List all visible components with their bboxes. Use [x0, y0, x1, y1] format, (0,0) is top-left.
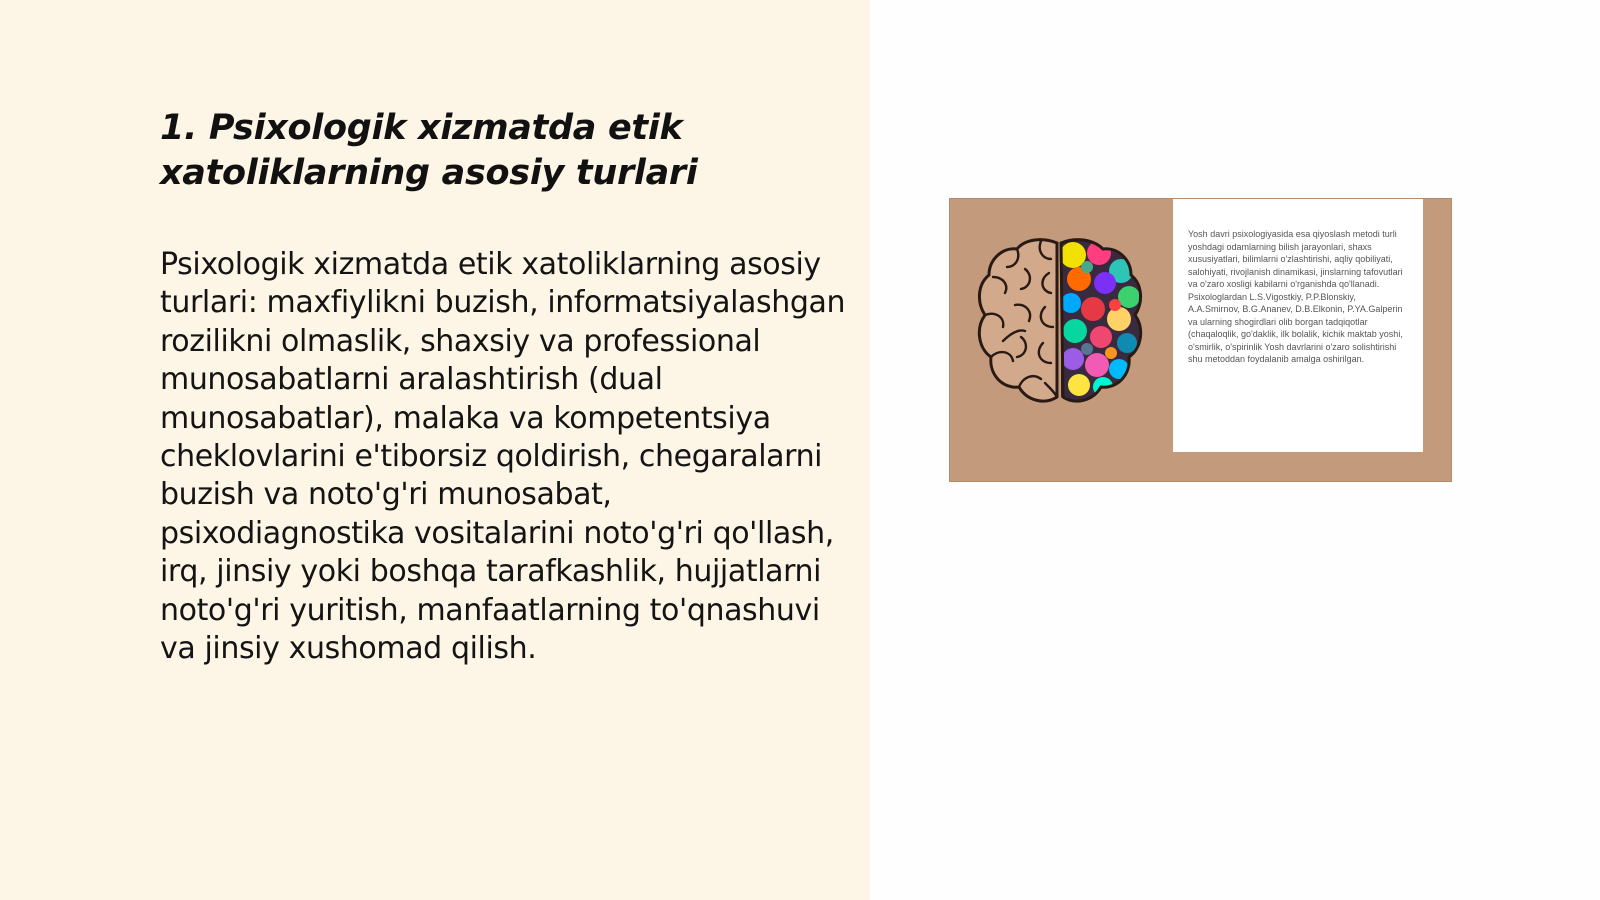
- figure-card-text: Yosh davri psixologiyasida esa qiyoslash metodi turli yoshdagi odamlarning bilish jarayonlari, shaxs xususiyatlari, bilimlarni o'zlashtirishi, aqliy qobiliyati, salohiyati, rivojlanish dinamikasi, jinslarning tafovutlari va o'zaro xosligi kabilarni o'rganishda qo'llanadi. Psixologlardan L.S.Vigostkiy, P.P.Blonskiy, A.A.Smirnov, B.G.Ananev, D.B.Elkonin, P.YA.Galperin va ularning shogirdlari olib borgan tadqiqotlar (chaqaloqlik, go'daklik, ilk bolalik, kichik maktab yoshi, o'smirlik, o'spirinlik Yosh davrlarini o'zaro solishtirishi shu metoddan foydalanib amalga oshirilgan.: [1188, 229, 1403, 364]
- slide-title: 1. Psixologik xizmatda etik xatoliklarning asosiy turlari: [160, 108, 698, 193]
- brain-illustration-image: [950, 199, 1451, 481]
- slide-body-text: Psixologik xizmatda etik xatoliklarning asosiy turlari: maxfiylikni buzish, informatsiyalashgan rozilikni olmaslik, shaxsiy va professional munosabatlarni aralashtirish (dual munosabatlar), malaka va kompetentsiya cheklovlarini e'tiborsiz qoldirish, chegaralarni buzish va noto'g'ri munosabat, psixodiagnostika vositalarini noto'g'ri qo'llash, irq, jinsiy yoki boshqa tarafkashlik, hujjatlarni noto'g'ri yuritish, manfaatlarning to'qnashuvi va jinsiy xushomad qilish.: [160, 247, 846, 667]
- figure-text-card: [1173, 199, 1423, 452]
- brain-icon: [975, 233, 1145, 413]
